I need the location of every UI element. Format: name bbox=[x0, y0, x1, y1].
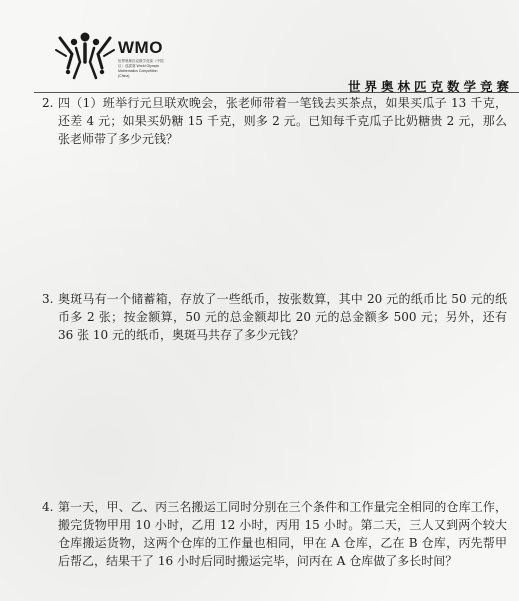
logo-text-block bbox=[118, 38, 166, 79]
problem-number: 3. bbox=[42, 292, 54, 306]
problem-text: 四（1）班举行元旦联欢晚会，张老师带着一笔钱去买茶点，如果买瓜子 13 千克，还差 4 元；如果买奶糖 15 千克，则多 2 元。已知每千克瓜子比奶糖贵 2 元，那么张老师带了多少元钱？ bbox=[58, 96, 507, 146]
header-divider bbox=[34, 92, 519, 93]
problem-3 bbox=[42, 290, 507, 344]
logo-subtitle: 世界奥林匹克数学竞赛（中国区）选拔赛 World Olympic Mathematics Competition (China) bbox=[118, 59, 164, 78]
wmo-logo-icon bbox=[52, 28, 118, 84]
competition-banner: 世界奥林匹克数学竞赛 bbox=[347, 79, 513, 94]
problem-text: 第一天，甲、乙、丙三名搬运工同时分别在三个条件和工作量完全相同的仓库工作，搬完货物甲用 10 小时，乙用 12 小时，丙用 15 小时。第二天，三人又到两个较大仓库搬运货物，这两个仓库的工作量也相同，甲在 A 仓库，乙在 B 仓库，丙先帮甲后帮乙，结果干了 16 小时后同时搬运完毕，问丙在 A 仓库做了多长时间？ bbox=[58, 500, 507, 568]
problem-2 bbox=[42, 94, 507, 148]
problem-number: 2. bbox=[42, 96, 54, 110]
problem-4 bbox=[42, 498, 507, 570]
problem-number: 4. bbox=[42, 500, 54, 514]
problem-text: 奥斑马有一个储蓄箱，存放了一些纸币，按张数算，其中 20 元的纸币比 50 元的纸币多 2 张；按金额算，50 元的总金额却比 20 元的总金额多 500 元；另外，还有 36 张 10 元的纸币，奥斑马共存了多少元钱？ bbox=[58, 292, 507, 342]
logo-title: WMO bbox=[118, 38, 163, 57]
